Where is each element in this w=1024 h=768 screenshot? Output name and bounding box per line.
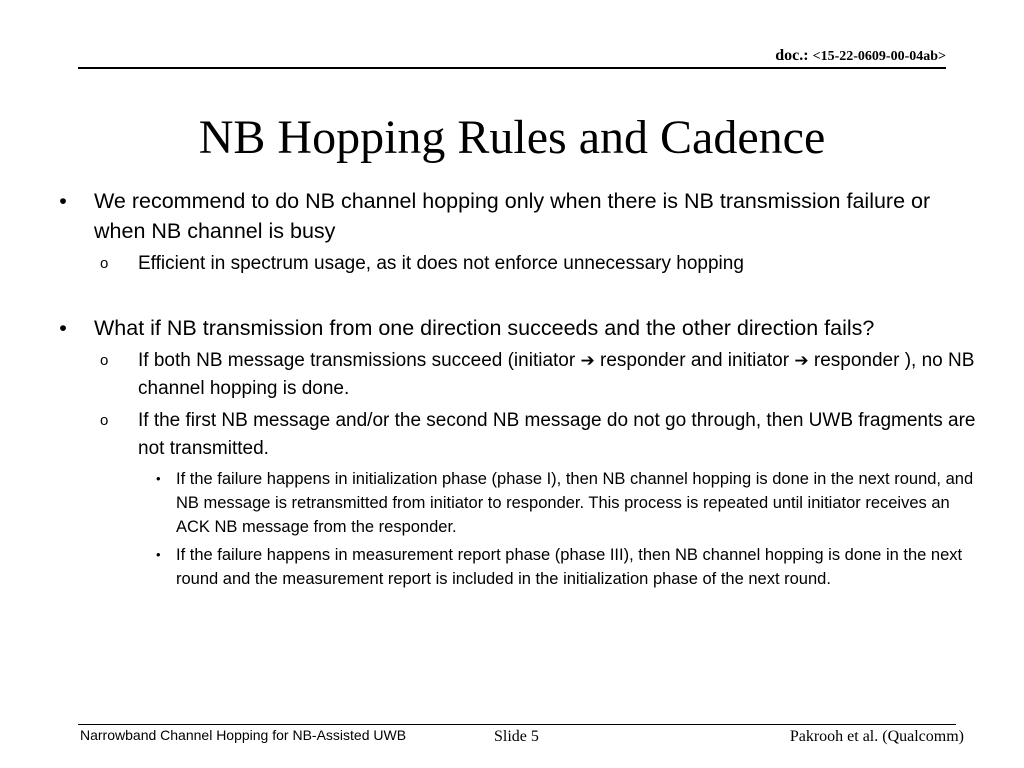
bullet-marker: • [59,316,67,340]
footer-divider [78,724,956,725]
footer-presentation-title: Narrowband Channel Hopping for NB-Assisted UWB [80,727,407,743]
bullet-2-sub-2-item-2 [138,543,976,591]
bullet-2-sub-2-item-1-text: If the failure happens in initialization phase (phase I), then NB channel hopping is done in the next round, and NB message is retransmitted from initiator to responder. This process is repeated until initiator receives an ACK NB message from the responder. [176,470,974,536]
bullet-1 [56,186,976,246]
bullet-2-sub-1-text-c: responder ), no NB channel hopping is done. [138,350,975,399]
bullet-2-sub-2-text: If the first NB message and/or the second NB message do not go through, then UWB fragments are not transmitted. [138,410,976,459]
right-arrow-icon: ➔ [580,351,595,371]
slide-title: NB Hopping Rules and Cadence [198,111,826,164]
bullet-2-text: What if NB transmission from one direction succeeds and the other direction fails? [94,316,875,340]
header-divider [78,67,946,69]
doc-number: <15-22-0609-00-04ab> [812,49,946,64]
bullet-2-sub-1-text-a: If both NB message transmissions succeed (initiator [138,350,581,371]
sub-sub-bullet-marker: • [156,471,161,486]
right-arrow-icon: ➔ [794,351,809,371]
sub-bullet-marker: o [100,255,109,272]
bullet-1-sub-1 [100,250,976,278]
bullet-1-sub-1-text: Efficient in spectrum usage, as it does not enforce unnecessary hopping [138,253,744,274]
bullet-1-text: We recommend to do NB channel hopping only when there is NB transmission failure or when NB channel is busy [94,189,931,243]
footer-authors: Pakrooh et al. (Qualcomm) [789,728,964,745]
slide-number: Slide 5 [494,728,539,745]
bullet-2-sub-2-item-2-text: If the failure happens in measurement report phase (phase III), then NB channel hopping is done in the next round and the measurement report is included in the initialization phase of the next round. [176,546,963,588]
bullet-2 [56,313,976,343]
document-id [775,47,946,65]
slide-body [56,186,976,591]
bullet-2-sub-1-text-b: responder and initiator [594,350,795,371]
bullet-2-sub-1 [100,347,976,403]
doc-label: doc.: [775,47,813,64]
bullet-marker: • [59,189,67,213]
sub-sub-bullet-marker: • [156,547,161,562]
bullet-2-sub-2 [100,407,976,463]
sub-bullet-marker: o [100,412,109,429]
bullet-2-sub-2-item-1 [138,467,976,539]
sub-bullet-marker: o [100,352,109,369]
